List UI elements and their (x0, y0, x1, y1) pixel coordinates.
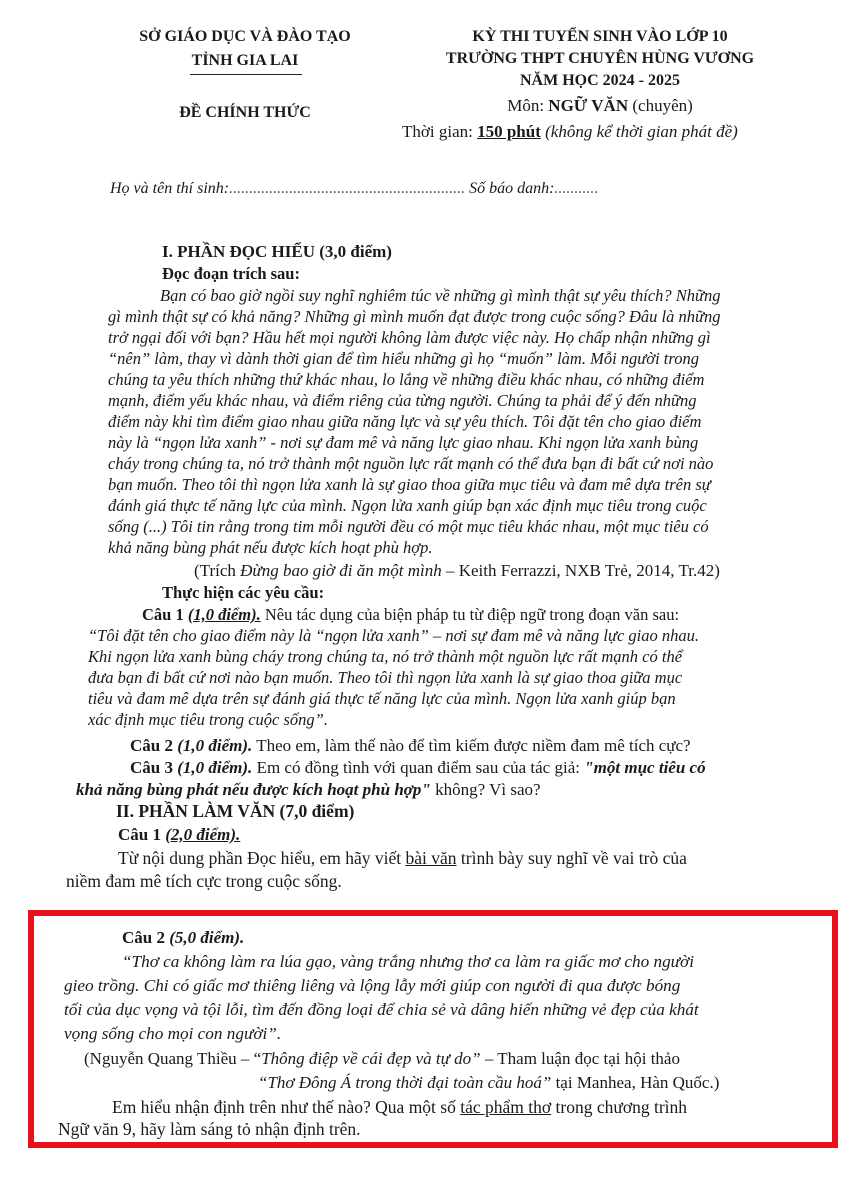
passage-line: đánh giá thực tế năng lực của mình. Ngọn lửa xanh giúp bạn xác định mục tiêu trong cuộc (108, 496, 707, 515)
q3-quote-b: khả năng bùng phát nếu được kích hoạt phù hợp" (76, 780, 431, 799)
part1-question3 (130, 757, 706, 778)
passage-line: bạn muốn. Theo tôi thì ngọn lửa xanh là sự giao thoa giữa mục tiêu và đam mê dựa trên sự (108, 475, 711, 494)
time-value: 150 phút (477, 122, 541, 141)
q3-tail: không? Vì sao? (430, 780, 541, 799)
source-suffix: – Keith Ferrazzi, NXB Trẻ, 2014, Tr.42) (441, 561, 720, 580)
candidate-id-label: Số báo danh: (469, 180, 555, 197)
part2-q1-title (118, 825, 240, 845)
passage-line: khả năng bùng phát nếu được kích hoạt phù hợp. (108, 538, 433, 557)
source-prefix: (Trích (194, 561, 241, 580)
q3-points: (1,0 điểm). (177, 758, 253, 777)
q2-source-line2 (258, 1072, 719, 1093)
passage-line: gì mình thật sự có khả năng? Những gì mình muốn đạt được trong cuộc sống? Đâu là những (108, 307, 721, 326)
school-year: NĂM HỌC 2024 - 2025 (520, 72, 680, 89)
q2-task-u: tác phẩm thơ (460, 1097, 552, 1117)
q2-source-line1 (84, 1048, 680, 1069)
q1-quote-line: tiêu và đam mê dựa trên sự đánh giá thực tế năng lực của mình. Ngọn lửa xanh giúp bạn (88, 689, 676, 708)
q1-quote-line: “Tôi đặt tên cho giao điểm này là “ngọn lửa xanh” – nơi sự đam mê và năng lực giao nhau. (88, 626, 699, 645)
subject-label: Môn: (507, 96, 549, 115)
passage-line: chúng ta yêu thích những thứ khác nhau, lo lắng về những điều khác nhau, có những điểm (108, 370, 705, 389)
q2-src1-i: Thông điệp về cái đẹp và tự do” (261, 1049, 481, 1068)
q2-src1-b: – Tham luận đọc tại hội thảo (480, 1049, 680, 1068)
q2-points: (1,0 điểm). (177, 736, 253, 755)
q2-src2-b: tại Manhea, Hàn Quốc.) (551, 1073, 720, 1092)
q2-task-b: trong chương trình (551, 1097, 688, 1117)
time-line (402, 122, 738, 142)
passage-line: “nên” làm, thay vì dành thời gian để tìm hiểu những gì họ “muốn” làm. Mỗi người trong (108, 349, 699, 368)
q1-label: Câu 1 (142, 605, 188, 624)
q1-quote-line: đưa bạn đi bất cứ nơi nào bạn muốn. Theo tôi thì ngọn lửa xanh là sự giao thoa giữa mục (88, 668, 683, 687)
subject-line (400, 96, 800, 116)
subject-suffix: (chuyên) (628, 96, 693, 115)
time-note: (không kể thời gian phát đề) (540, 122, 738, 141)
p2-q1-label: Câu 1 (118, 825, 166, 844)
q1-quote-line: Khi ngọn lửa xanh bùng cháy trong chúng ta, nó trở thành một nguồn lực rất mạnh có thể (88, 647, 683, 666)
official-label: ĐỀ CHÍNH THỨC (179, 104, 311, 121)
part1-question1 (142, 604, 679, 625)
p2-q1-points: (2,0 điểm). (165, 825, 241, 844)
p2-q1-b: trình bày suy nghĩ về vai trò của (456, 848, 687, 868)
passage-line: này là “ngọn lửa xanh” - nơi sự đam mê và năng lực giao nhau. Khi ngọn lửa xanh bùng (108, 433, 699, 452)
passage-line: sống (...) Tôi tin rằng trong tim mỗi người đều có một mục tiêu khác nhau, một mục tiêu có (108, 517, 709, 536)
passage-source (194, 560, 720, 581)
q2-task-line2: Ngữ văn 9, hãy làm sáng tỏ nhận định trên. (58, 1119, 361, 1139)
tasks-label: Thực hiện các yêu cầu: (162, 583, 325, 602)
q2-src2-i: “Thơ Đông Á trong thời đại toàn cầu hoá” (258, 1073, 552, 1092)
p2-q1-a: Từ nội dung phần Đọc hiểu, em hãy viết (118, 848, 406, 868)
part2-q1-line2: niềm đam mê tích cực trong cuộc sống. (66, 871, 342, 891)
part1-heading: I. PHẦN ĐỌC HIỂU (3,0 điểm) (162, 242, 392, 261)
q1-points: (1,0 điểm). (187, 605, 261, 624)
q1-text: Nêu tác dụng của biện pháp tu từ điệp ngữ trong đoạn văn sau: (260, 605, 680, 624)
q3-quote-a: "một mục tiêu có (584, 758, 706, 777)
part2-q1-line1 (118, 848, 687, 869)
passage-line: mạnh, điểm yếu khác nhau, và điểm riêng của từng người. Chúng ta phải để ý đến những (108, 391, 697, 410)
q3-text: Em có đồng tình với quan điểm sau của tác giả: (252, 758, 585, 777)
exam-title: KỲ THI TUYỂN SINH VÀO LỚP 10 (472, 28, 728, 45)
time-label: Thời gian: (402, 122, 478, 141)
passage-line: điểm này khi tìm điểm giao nhau giữa năng lực và sự yêu thích. Tôi đặt tên cho giao điểm (108, 412, 702, 431)
q2-text: Theo em, làm thế nào để tìm kiếm được niềm đam mê tích cực? (252, 736, 691, 755)
p2-q2-points: (5,0 điểm). (169, 928, 245, 947)
province-name (112, 52, 378, 70)
department-line1: SỞ GIÁO DỤC VÀ ĐÀO TẠO (139, 28, 351, 45)
subject-name: NGỮ VĂN (548, 96, 629, 115)
q2-quote-line: “Thơ ca không làm ra lúa gạo, vàng trắng nhưng thơ ca làm ra giấc mơ cho người (122, 952, 694, 971)
part1-intro: Đọc đoạn trích sau: (162, 264, 300, 283)
q1-quote-line: xác định mục tiêu trong cuộc sống”. (88, 710, 328, 729)
p2-q1-u: bài văn (405, 848, 457, 868)
q2-src1-a: (Nguyễn Quang Thiều – “ (84, 1049, 262, 1068)
q2-quote-line: gieo trồng. Chi có giấc mơ thiêng liêng và lộng lẫy mới giúp con người đi qua được bóng (64, 976, 681, 995)
p2-q2-label: Câu 2 (122, 928, 170, 947)
department-line2: TỈNH GIA LAI (191, 52, 299, 69)
province-underline (190, 74, 302, 75)
part1-question3-cont (76, 779, 541, 800)
source-title: Đừng bao giờ đi ăn một mình (240, 561, 442, 580)
candidate-name-dots: ........................................................... (229, 180, 466, 197)
q3-label: Câu 3 (130, 758, 178, 777)
candidate-name-label: Họ và tên thí sinh: (110, 180, 230, 197)
part1-question2 (130, 735, 691, 756)
q2-task-line1 (112, 1097, 687, 1118)
part2-heading: II. PHẦN LÀM VĂN (7,0 điểm) (116, 801, 355, 821)
department-name (112, 28, 378, 46)
q2-quote-line: vọng sống cho mọi con người”. (64, 1024, 282, 1043)
q2-quote-line: tối của dục vọng và tội lỗi, tìm đến đồng loại để chia sẻ và dâng hiến những vẻ đẹp của khát (64, 1000, 699, 1019)
candidate-id-dots: ........... (554, 180, 599, 197)
q2-task-a: Em hiểu nhận định trên như thế nào? Qua một số (112, 1097, 461, 1117)
school-name: TRƯỜNG THPT CHUYÊN HÙNG VƯƠNG (445, 50, 755, 67)
q2-label: Câu 2 (130, 736, 178, 755)
candidate-line (110, 180, 598, 198)
passage-line: Bạn có bao giờ ngồi suy nghĩ nghiêm túc về những gì mình thật sự yêu thích? Những (160, 286, 721, 305)
passage-line: cháy trong chúng ta, nó trở thành một nguồn lực rất mạnh có thể đưa bạn đi bất cứ nơi nào (108, 454, 714, 473)
passage-line: trở ngại đối với bạn? Hầu hết mọi người không làm được việc này. Họ chấp nhận những gì (108, 328, 711, 347)
part2-q2-title (122, 928, 244, 948)
